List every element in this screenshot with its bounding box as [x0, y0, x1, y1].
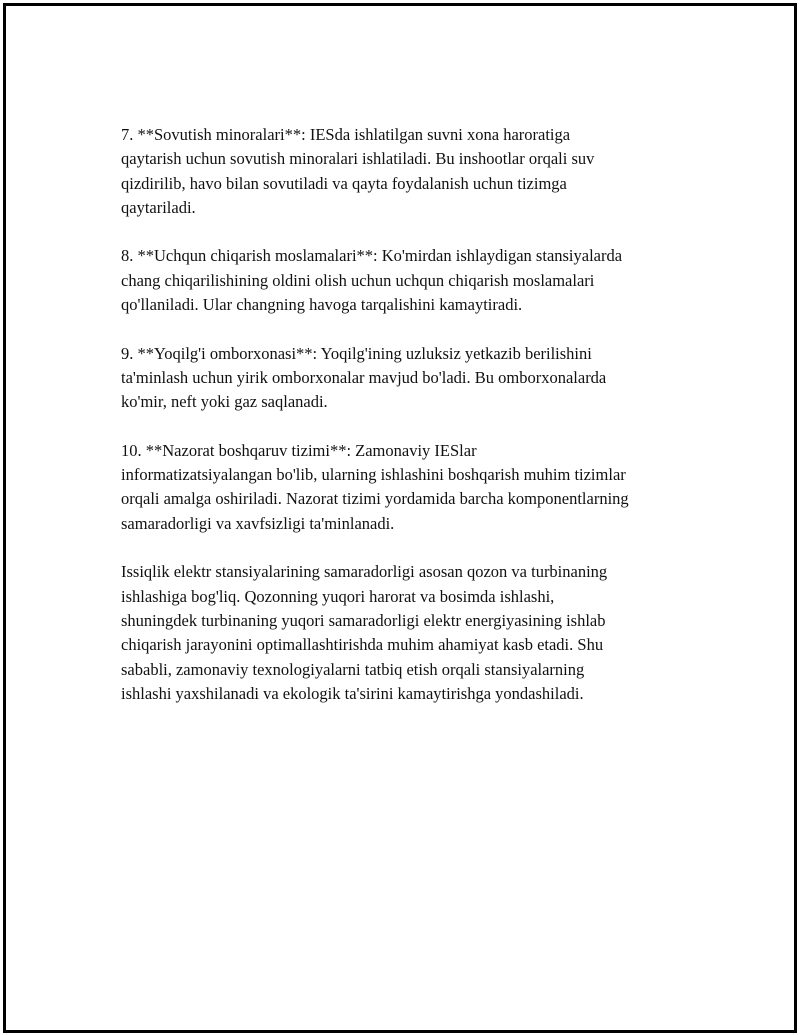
text-line: qaytarish uchun sovutish minoralari ishlatiladi. Bu inshootlar orqali suv	[121, 149, 595, 169]
text-line: ta'minlash uchun yirik omborxonalar mavjud bo'ladi. Bu omborxonalarda	[121, 367, 607, 387]
text-line: ishlashiga bog'liq. Qozonning yuqori harorat va bosimda ishlashi,	[121, 586, 555, 606]
text-line: orqali amalga oshiriladi. Nazorat tizimi yordamida barcha komponentlarning	[121, 489, 629, 509]
text-line: samaradorligi va xavfsizligi ta'minlanadi.	[121, 513, 395, 533]
text-line: shuningdek turbinaning yuqori samaradorligi elektr energiyasining ishlab	[121, 610, 606, 630]
text-line: qo'llaniladi. Ular changning havoga tarqalishini kamaytiradi.	[121, 295, 523, 315]
paragraph-cooling-towers	[121, 123, 701, 220]
text-line: informatizatsiyalangan bo'lib, ularning ishlashini boshqarish muhim tizimlar	[121, 465, 626, 485]
text-line: ko'mir, neft yoki gaz saqlanadi.	[121, 392, 328, 412]
text-line: sababli, zamonaviy texnologiyalarni tatbiq etish orqali stansiyalarning	[121, 659, 585, 679]
text-line: qaytariladi.	[121, 197, 196, 217]
paragraph-control-system	[121, 439, 701, 536]
text-line: 9. **Yoqilg'i omborxonasi**: Yoqilg'ining uzluksiz yetkazib berilishini	[121, 343, 592, 363]
paragraph-fuel-storage	[121, 342, 701, 415]
paragraph-conclusion	[121, 560, 701, 706]
text-line: chang chiqarilishining oldini olish uchun uchqun chiqarish moslamalari	[121, 270, 595, 290]
page-frame	[3, 3, 797, 1033]
text-line: 7. **Sovutish minoralari**: IESda ishlatilgan suvni xona haroratiga	[121, 125, 571, 144]
text-line: ishlashi yaxshilanadi va ekologik ta'sirini kamaytirishga yondashiladi.	[121, 683, 584, 703]
text-line: Issiqlik elektr stansiyalarining samaradorligi asosan qozon va turbinaning	[121, 562, 608, 582]
document-body	[121, 123, 701, 730]
paragraph-spark-arresters	[121, 244, 701, 317]
text-line: qizdirilib, havo bilan sovutiladi va qayta foydalanish uchun tizimga	[121, 173, 567, 193]
text-line: 10. **Nazorat boshqaruv tizimi**: Zamonaviy IESlar	[121, 440, 477, 460]
text-line: 8. **Uchqun chiqarish moslamalari**: Ko'mirdan ishlaydigan stansiyalarda	[121, 246, 623, 266]
text-line: chiqarish jarayonini optimallashtirishda muhim ahamiyat kasb etadi. Shu	[121, 635, 604, 655]
